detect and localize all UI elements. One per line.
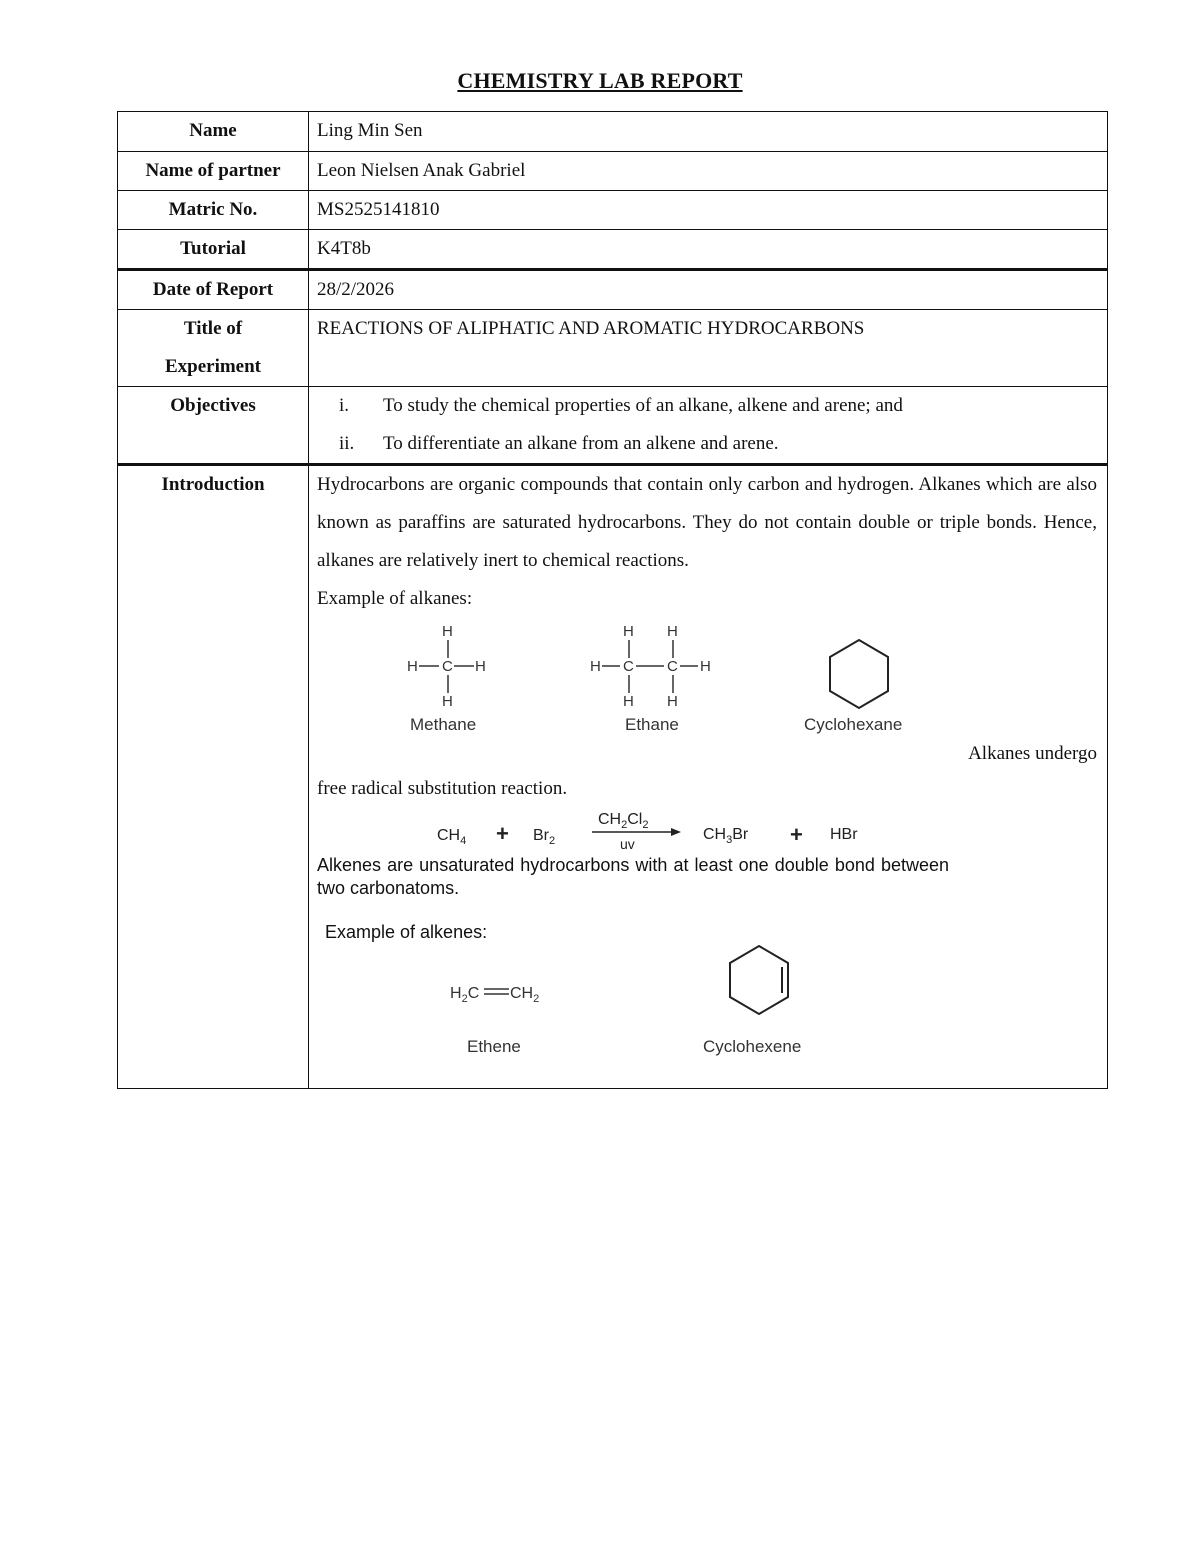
value-objectives: [309, 387, 1108, 465]
alkane-structures: [309, 618, 1104, 752]
value-matric: MS2525141810: [309, 191, 1108, 230]
plus-sign: +: [496, 821, 509, 846]
alkane-name-ethane: Ethane: [625, 715, 679, 734]
catalyst-a: CH: [598, 811, 622, 828]
ethene-ch-subscript: 2: [533, 993, 540, 1005]
product-1: CH: [703, 826, 727, 843]
example-alkanes-label: Example of alkanes:: [317, 588, 473, 609]
alkene-description: Alkenes are unsaturated hydrocarbons with at least one double bond between two carbonatoms.: [317, 855, 949, 898]
objective-text: To study the chemical properties of an alkane, alkene and arene; and: [383, 395, 903, 416]
atom-label: C: [623, 658, 634, 675]
page-title: CHEMISTRY LAB REPORT: [457, 68, 743, 93]
product-2: HBr: [830, 826, 858, 843]
atom-label: H: [442, 693, 453, 710]
label-tutorial: Tutorial: [118, 230, 309, 270]
alkene-name-ethene: Ethene: [467, 1037, 521, 1056]
objective-text: To differentiate an alkane from an alkene and arene.: [383, 433, 779, 454]
alkane-name-methane: Methane: [410, 715, 477, 734]
objective-number: ii.: [339, 433, 355, 454]
svg-text:Br2: [533, 827, 555, 847]
svg-text:CH2Cl2: [598, 811, 648, 831]
catalyst-b: Cl: [627, 811, 643, 828]
svg-text:H2C: [450, 985, 479, 1005]
atom-label: H: [623, 693, 634, 710]
product-1-tail: Br: [732, 826, 749, 843]
arrow-head-icon: [671, 828, 681, 836]
atom-label: H: [700, 658, 711, 675]
ethene-atom-c: C: [467, 985, 480, 1002]
cyclohexane-ring: [830, 640, 888, 708]
svg-text:CH3Br: [703, 826, 749, 846]
plus-sign: +: [790, 822, 803, 847]
svg-text:CH2: [510, 985, 539, 1005]
atom-label: C: [442, 658, 453, 675]
value-tutorial: K4T8b: [309, 230, 1108, 270]
ethene-atom-h: H: [450, 985, 462, 1002]
report-table: [117, 111, 1108, 1089]
label-name: Name: [118, 112, 309, 152]
list-item: [317, 425, 1097, 463]
product-1-subscript: 3: [726, 834, 733, 846]
label-experiment: [118, 310, 309, 387]
substitution-line1: Alkanes undergo: [968, 743, 1097, 764]
atom-label: H: [667, 693, 678, 710]
objectives-list: [317, 387, 1097, 463]
value-experiment: REACTIONS OF ALIPHATIC AND AROMATIC HYDROCARBONS: [309, 310, 1108, 387]
atom-label: H: [623, 623, 634, 640]
reactant-1-subscript: 4: [460, 835, 467, 847]
svg-text:CH4: [437, 827, 466, 847]
label-experiment-line1: Title of: [183, 318, 243, 339]
ethane-structure: [590, 623, 711, 710]
reaction-equation: [309, 808, 1104, 858]
atom-label: H: [590, 658, 601, 675]
label-partner: Name of partner: [118, 152, 309, 191]
label-matric: Matric No.: [118, 191, 309, 230]
value-name: Ling Min Sen: [309, 112, 1108, 152]
label-objectives: Objectives: [118, 387, 309, 465]
label-introduction: Introduction: [118, 465, 309, 1089]
atom-label: H: [475, 658, 486, 675]
objective-number: i.: [339, 395, 350, 416]
list-item: [317, 387, 1097, 425]
reactant-2: Br: [533, 827, 549, 844]
atom-label: H: [667, 623, 678, 640]
label-date: Date of Report: [118, 270, 309, 310]
atom-label: H: [442, 623, 453, 640]
value-date: 28/2/2026: [309, 270, 1108, 310]
intro-paragraph: Hydrocarbons are organic compounds that contain only carbon and hydrogen. Alkanes which are also known as paraffins are saturated hydrocarbons. They do not contain double or triple bonds. Hence, alkanes are relatively inert to chemical reactions.: [317, 474, 1097, 571]
example-alkenes-label: Example of alkenes:: [325, 922, 488, 942]
catalyst-a-subscript: 2: [621, 819, 628, 831]
catalyst-b-subscript: 2: [642, 819, 649, 831]
cyclohexene-ring: [730, 946, 788, 1014]
alkene-structures: [309, 944, 1104, 1064]
atom-label: C: [667, 658, 678, 675]
ethene-subscript: 2: [461, 993, 468, 1005]
reaction-condition: uv: [620, 836, 635, 852]
value-partner: Leon Nielsen Anak Gabriel: [309, 152, 1108, 191]
reactant-2-subscript: 2: [549, 835, 556, 847]
substitution-line2: free radical substitution reaction.: [317, 778, 568, 799]
alkene-name-cyclohexene: Cyclohexene: [703, 1037, 802, 1056]
ethene-ch: CH: [510, 985, 534, 1002]
atom-label: H: [407, 658, 418, 675]
reactant-1: CH: [437, 827, 461, 844]
value-introduction: [309, 465, 1108, 1089]
methane-structure: [407, 623, 486, 710]
label-experiment-line2: Experiment: [164, 356, 262, 377]
alkane-name-cyclohexane: Cyclohexane: [804, 715, 903, 734]
